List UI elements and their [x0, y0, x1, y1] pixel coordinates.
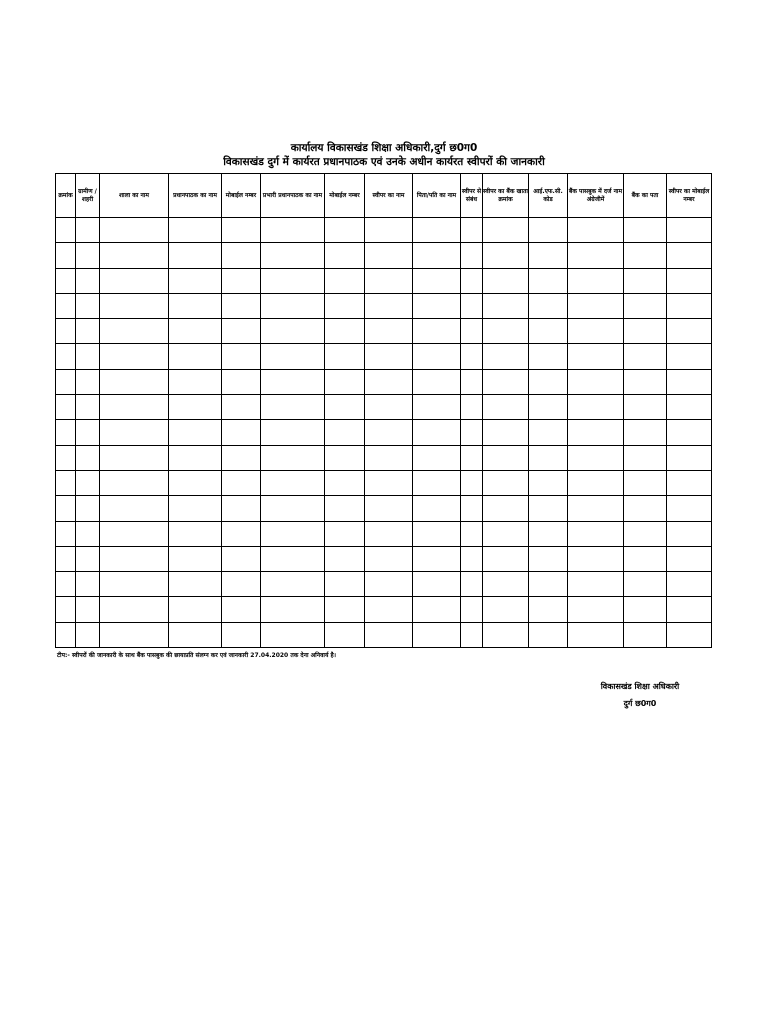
table-cell	[483, 572, 529, 597]
table-cell	[461, 597, 483, 622]
table-cell	[169, 546, 222, 571]
table-cell	[100, 344, 169, 369]
table-cell	[624, 597, 667, 622]
table-cell	[461, 420, 483, 445]
table-cell	[413, 622, 461, 647]
col-header-bank-address: बैंक का पता	[624, 174, 667, 218]
col-header-incharge-mobile: मोबाईल नम्बर	[325, 174, 365, 218]
table-cell	[413, 572, 461, 597]
table-cell	[529, 243, 568, 268]
table-row	[56, 268, 712, 293]
table-cell	[413, 470, 461, 495]
table-cell	[76, 218, 100, 243]
table-cell	[169, 293, 222, 318]
table-cell	[261, 319, 325, 344]
table-cell	[365, 546, 413, 571]
table-cell	[261, 445, 325, 470]
table-cell	[483, 496, 529, 521]
table-row	[56, 597, 712, 622]
table-cell	[169, 445, 222, 470]
table-cell	[624, 521, 667, 546]
table-cell	[325, 521, 365, 546]
table-cell	[568, 572, 624, 597]
table-cell	[222, 470, 261, 495]
table-cell	[100, 496, 169, 521]
table-cell	[169, 243, 222, 268]
table-cell	[667, 445, 712, 470]
table-cell	[100, 395, 169, 420]
table-cell	[222, 369, 261, 394]
table-cell	[483, 470, 529, 495]
table-row	[56, 470, 712, 495]
table-cell	[413, 319, 461, 344]
table-cell	[624, 268, 667, 293]
table-cell	[529, 521, 568, 546]
table-cell	[222, 243, 261, 268]
table-cell	[100, 319, 169, 344]
table-cell	[76, 293, 100, 318]
table-cell	[100, 445, 169, 470]
table-cell	[413, 293, 461, 318]
table-cell	[76, 268, 100, 293]
table-cell	[483, 445, 529, 470]
table-cell	[325, 344, 365, 369]
table-cell	[413, 521, 461, 546]
table-cell	[461, 218, 483, 243]
table-cell	[568, 243, 624, 268]
table-row	[56, 445, 712, 470]
table-cell	[222, 218, 261, 243]
table-cell	[624, 470, 667, 495]
table-cell	[56, 420, 76, 445]
table-body	[56, 218, 712, 648]
table-cell	[76, 369, 100, 394]
table-cell	[461, 572, 483, 597]
table-cell	[568, 293, 624, 318]
table-cell	[56, 622, 76, 647]
table-cell	[667, 369, 712, 394]
table-cell	[568, 395, 624, 420]
table-cell	[624, 420, 667, 445]
table-cell	[529, 622, 568, 647]
table-cell	[76, 622, 100, 647]
table-cell	[624, 445, 667, 470]
table-cell	[624, 395, 667, 420]
table-cell	[568, 268, 624, 293]
table-cell	[365, 521, 413, 546]
sweeper-info-table	[55, 173, 712, 648]
table-cell	[483, 243, 529, 268]
table-cell	[169, 572, 222, 597]
table-cell	[169, 319, 222, 344]
table-cell	[76, 470, 100, 495]
table-cell	[461, 445, 483, 470]
table-cell	[100, 268, 169, 293]
table-cell	[529, 445, 568, 470]
table-cell	[169, 218, 222, 243]
table-cell	[169, 420, 222, 445]
table-cell	[56, 319, 76, 344]
table-cell	[261, 572, 325, 597]
table-cell	[483, 344, 529, 369]
table-cell	[413, 218, 461, 243]
table-cell	[76, 319, 100, 344]
table-cell	[56, 243, 76, 268]
table-cell	[325, 572, 365, 597]
signature-location: दुर्ग छ0ग0	[623, 699, 657, 708]
table-cell	[76, 420, 100, 445]
table-cell	[667, 395, 712, 420]
table-cell	[667, 546, 712, 571]
table-cell	[568, 470, 624, 495]
table-cell	[222, 521, 261, 546]
table-cell	[529, 344, 568, 369]
col-header-rural-urban: ग्रामीण / शहरी	[76, 174, 100, 218]
table-cell	[325, 319, 365, 344]
table-cell	[365, 445, 413, 470]
table-cell	[325, 597, 365, 622]
table-cell	[365, 395, 413, 420]
col-header-passbook-name: बैंक पासबुक में दर्ज नाम अंग्रेजीमें	[568, 174, 624, 218]
table-cell	[261, 243, 325, 268]
table-row	[56, 369, 712, 394]
col-header-ifsc: आई.एफ.सी. कोड	[529, 174, 568, 218]
table-cell	[413, 344, 461, 369]
table-cell	[100, 243, 169, 268]
table-cell	[100, 597, 169, 622]
table-cell	[667, 218, 712, 243]
table-cell	[568, 344, 624, 369]
table-cell	[222, 420, 261, 445]
table-cell	[56, 293, 76, 318]
table-row	[56, 344, 712, 369]
table-cell	[100, 521, 169, 546]
table-cell	[461, 496, 483, 521]
table-cell	[100, 572, 169, 597]
table-cell	[483, 268, 529, 293]
table-cell	[529, 218, 568, 243]
table-cell	[667, 243, 712, 268]
table-cell	[483, 597, 529, 622]
table-cell	[100, 420, 169, 445]
table-cell	[100, 546, 169, 571]
table-cell	[261, 597, 325, 622]
table-cell	[261, 521, 325, 546]
table-cell	[568, 546, 624, 571]
table-cell	[76, 521, 100, 546]
table-cell	[483, 319, 529, 344]
col-header-incharge-headmaster-name: प्रभारी प्रधानपाठक का नाम	[261, 174, 325, 218]
table-cell	[624, 546, 667, 571]
table-cell	[261, 344, 325, 369]
table-cell	[624, 218, 667, 243]
table-cell	[568, 597, 624, 622]
table-cell	[624, 496, 667, 521]
table-cell	[169, 395, 222, 420]
table-cell	[365, 344, 413, 369]
table-row	[56, 218, 712, 243]
table-cell	[568, 218, 624, 243]
table-row	[56, 243, 712, 268]
table-cell	[667, 622, 712, 647]
table-cell	[169, 597, 222, 622]
table-cell	[325, 218, 365, 243]
table-cell	[56, 546, 76, 571]
table-cell	[56, 395, 76, 420]
table-cell	[325, 293, 365, 318]
table-cell	[169, 344, 222, 369]
table-cell	[667, 496, 712, 521]
table-cell	[56, 369, 76, 394]
col-header-father-husband-name: पिता/पति का नाम	[413, 174, 461, 218]
table-cell	[56, 496, 76, 521]
document-subtitle: विकासखंड दुर्ग में कार्यरत प्रधानपाठक एवं उनके अधीन कार्यरत स्वीपरों की जानकारी	[223, 156, 545, 168]
table-cell	[222, 622, 261, 647]
table-row	[56, 496, 712, 521]
table-cell	[261, 470, 325, 495]
table-cell	[100, 293, 169, 318]
table-cell	[76, 546, 100, 571]
table-cell	[365, 293, 413, 318]
table-cell	[568, 420, 624, 445]
table-cell	[413, 496, 461, 521]
table-cell	[222, 572, 261, 597]
table-cell	[365, 496, 413, 521]
table-cell	[667, 344, 712, 369]
table-cell	[76, 597, 100, 622]
table-cell	[325, 268, 365, 293]
table-cell	[365, 470, 413, 495]
table-cell	[667, 293, 712, 318]
table-cell	[365, 597, 413, 622]
table-cell	[100, 622, 169, 647]
table-cell	[261, 293, 325, 318]
table-cell	[461, 395, 483, 420]
table-cell	[169, 521, 222, 546]
col-header-serial: क्रमांक	[56, 174, 76, 218]
table-cell	[483, 521, 529, 546]
col-header-headmaster-mobile: मोबाईल नम्बर	[222, 174, 261, 218]
table-cell	[624, 293, 667, 318]
table-cell	[667, 521, 712, 546]
table-cell	[325, 470, 365, 495]
table-cell	[568, 521, 624, 546]
table-cell	[365, 572, 413, 597]
table-header-row	[56, 174, 712, 218]
table-cell	[365, 218, 413, 243]
table-cell	[222, 395, 261, 420]
table-cell	[261, 546, 325, 571]
table-cell	[461, 293, 483, 318]
table-cell	[222, 546, 261, 571]
footer-note: टीप:- स्वीपरों की जानकारी के साथ बैंक पासबुक की छायाप्रति संलग्न कर एवं जानकारी 27.04.2020 तक देना अनिवार्य है।	[57, 652, 336, 659]
document-title: कार्यालय विकासखंड शिक्षा अधिकारी,दुर्ग छ0ग0	[290, 142, 478, 154]
table-cell	[413, 420, 461, 445]
col-header-bank-account: स्वीपर का बैंक खाता क्रमांक	[483, 174, 529, 218]
table-cell	[365, 622, 413, 647]
table-cell	[325, 546, 365, 571]
table-cell	[325, 369, 365, 394]
table-cell	[529, 420, 568, 445]
table-cell	[667, 597, 712, 622]
col-header-relation: स्वीपर से संबंध	[461, 174, 483, 218]
table-cell	[76, 395, 100, 420]
table-cell	[624, 243, 667, 268]
table-cell	[529, 395, 568, 420]
table-cell	[529, 496, 568, 521]
table-cell	[413, 268, 461, 293]
table-cell	[568, 496, 624, 521]
table-cell	[56, 597, 76, 622]
table-cell	[169, 470, 222, 495]
table-cell	[483, 369, 529, 394]
table-cell	[624, 319, 667, 344]
col-header-sweeper-mobile: स्वीपर का मोबाईल नम्बर	[667, 174, 712, 218]
table-cell	[568, 369, 624, 394]
table-cell	[529, 369, 568, 394]
table-cell	[461, 546, 483, 571]
table-cell	[568, 622, 624, 647]
table-cell	[529, 319, 568, 344]
table-cell	[461, 622, 483, 647]
col-header-school-name: शाला का नाम	[100, 174, 169, 218]
table-cell	[325, 496, 365, 521]
table-cell	[461, 344, 483, 369]
table-cell	[56, 218, 76, 243]
table-cell	[461, 268, 483, 293]
table-row	[56, 572, 712, 597]
table-cell	[667, 319, 712, 344]
table-cell	[529, 293, 568, 318]
table-cell	[667, 268, 712, 293]
table-row	[56, 546, 712, 571]
table-cell	[169, 622, 222, 647]
table-cell	[461, 243, 483, 268]
table-cell	[413, 546, 461, 571]
table-row	[56, 319, 712, 344]
table-cell	[222, 344, 261, 369]
table-cell	[56, 470, 76, 495]
table-cell	[76, 572, 100, 597]
table-cell	[169, 369, 222, 394]
table-cell	[413, 369, 461, 394]
table-cell	[365, 243, 413, 268]
table-cell	[261, 420, 325, 445]
table-cell	[624, 369, 667, 394]
table-cell	[365, 420, 413, 445]
table-cell	[529, 597, 568, 622]
table-cell	[100, 369, 169, 394]
table-cell	[76, 243, 100, 268]
table-cell	[261, 496, 325, 521]
table-cell	[483, 395, 529, 420]
table-cell	[222, 268, 261, 293]
table-cell	[461, 319, 483, 344]
table-cell	[667, 572, 712, 597]
table-cell	[667, 420, 712, 445]
table-cell	[413, 243, 461, 268]
table-cell	[529, 546, 568, 571]
table-cell	[483, 293, 529, 318]
col-header-headmaster-name: प्रधानपाठक का नाम	[169, 174, 222, 218]
table-cell	[261, 622, 325, 647]
signature-title: विकासखंड शिक्षा अधिकारी	[600, 682, 680, 691]
table-cell	[261, 369, 325, 394]
table-cell	[529, 470, 568, 495]
table-cell	[413, 395, 461, 420]
table-cell	[169, 496, 222, 521]
table-cell	[76, 496, 100, 521]
table-cell	[56, 268, 76, 293]
table-cell	[56, 521, 76, 546]
table-cell	[624, 572, 667, 597]
table-cell	[483, 622, 529, 647]
table-cell	[325, 622, 365, 647]
table-cell	[76, 344, 100, 369]
table-cell	[413, 597, 461, 622]
table-cell	[483, 546, 529, 571]
table-cell	[365, 369, 413, 394]
table-cell	[529, 572, 568, 597]
table-cell	[568, 319, 624, 344]
table-cell	[261, 395, 325, 420]
table-cell	[624, 622, 667, 647]
table-cell	[461, 369, 483, 394]
table-cell	[365, 268, 413, 293]
table-cell	[413, 445, 461, 470]
table-cell	[624, 344, 667, 369]
table-row	[56, 420, 712, 445]
table-cell	[76, 445, 100, 470]
table-cell	[483, 218, 529, 243]
table-cell	[222, 597, 261, 622]
table-cell	[325, 445, 365, 470]
table-cell	[222, 496, 261, 521]
table-cell	[483, 420, 529, 445]
table-cell	[568, 445, 624, 470]
table-cell	[222, 319, 261, 344]
table-cell	[529, 268, 568, 293]
table-cell	[56, 344, 76, 369]
table-cell	[325, 395, 365, 420]
table-cell	[222, 293, 261, 318]
table-row	[56, 622, 712, 647]
table-cell	[261, 268, 325, 293]
table-cell	[100, 218, 169, 243]
table-cell	[169, 268, 222, 293]
table-cell	[461, 521, 483, 546]
table-cell	[325, 243, 365, 268]
table-cell	[261, 218, 325, 243]
table-cell	[222, 445, 261, 470]
table-cell	[56, 445, 76, 470]
table-cell	[365, 319, 413, 344]
table-row	[56, 521, 712, 546]
table-cell	[461, 470, 483, 495]
table-cell	[667, 470, 712, 495]
table-row	[56, 395, 712, 420]
col-header-sweeper-name: स्वीपर का नाम	[365, 174, 413, 218]
table-cell	[56, 572, 76, 597]
table-row	[56, 293, 712, 318]
table-cell	[100, 470, 169, 495]
table-cell	[325, 420, 365, 445]
